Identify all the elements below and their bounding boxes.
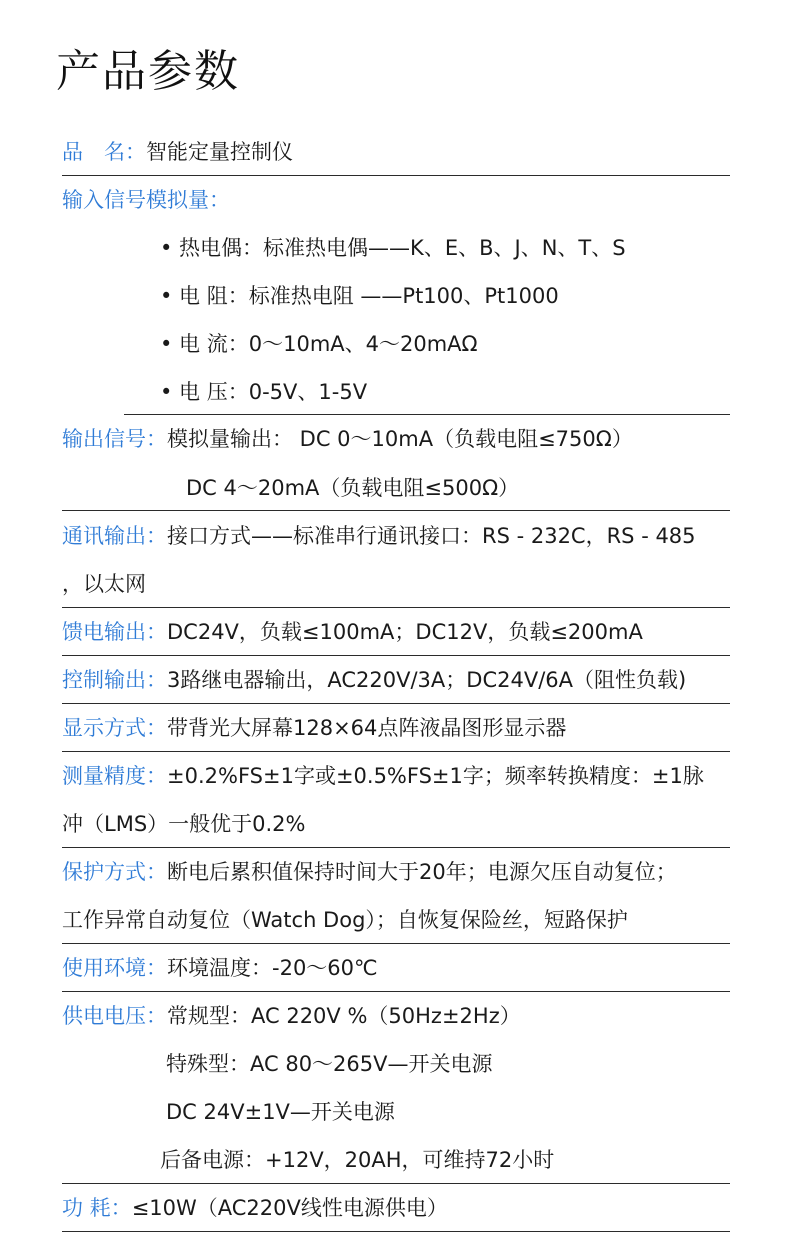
divider: [62, 510, 730, 511]
power-supply-label: 供电电压：: [62, 1004, 167, 1028]
input-thermocouple: • 热电偶：标准热电偶——K、E、B、J、N、T、S: [160, 236, 626, 260]
row-communication: [62, 521, 696, 551]
divider: [62, 607, 730, 608]
row-power-consumption: [62, 1193, 448, 1223]
accuracy-label: 测量精度：: [62, 764, 167, 788]
product-name-label: 品 名：: [62, 140, 146, 164]
protection-line1: 断电后累积值保持时间大于20年；电源欠压自动复位；: [167, 860, 677, 884]
input-current: • 电 流：0～10mA、4～20mAΩ: [160, 332, 478, 356]
communication-label: 通讯输出：: [62, 524, 167, 548]
divider: [62, 175, 730, 176]
row-accuracy: [62, 761, 704, 791]
row-control-output: [62, 665, 686, 695]
power-consumption-value: ≤10W（AC220V线性电源供电）: [131, 1196, 448, 1220]
divider: [62, 991, 730, 992]
communication-line1: 接口方式——标准串行通讯接口：RS - 232C，RS - 485: [167, 524, 696, 548]
power-supply-line1: 常规型：AC 220V %（50Hz±2Hz）: [167, 1004, 521, 1028]
communication-line2: ，以太网: [62, 572, 146, 596]
page-title: 产品参数: [56, 46, 240, 97]
input-rtd: • 电 阻：标准热电阻 ——Pt100、Pt1000: [160, 284, 559, 308]
row-product-name: [62, 137, 293, 167]
divider: [124, 414, 730, 415]
output-signal-line2: DC 4～20mA（负载电阻≤500Ω）: [186, 476, 520, 500]
accuracy-line1: ±0.2%FS±1字或±0.5%FS±1字；频率转换精度：±1脉: [167, 764, 704, 788]
divider: [62, 943, 730, 944]
divider: [62, 1231, 730, 1232]
power-consumption-label: 功 耗：: [62, 1196, 132, 1220]
accuracy-line2: 冲（LMS）一般优于0.2%: [62, 812, 306, 836]
product-name-value: 智能定量控制仪: [146, 140, 293, 164]
divider: [62, 655, 730, 656]
control-output-label: 控制输出：: [62, 668, 167, 692]
control-output-value: 3路继电器输出，AC220V/3A；DC24V/6A（阻性负载): [167, 668, 687, 692]
power-supply-line2: 特殊型：AC 80～265V—开关电源: [166, 1052, 493, 1076]
input-signal-label: 输入信号模拟量：: [62, 188, 230, 212]
display-mode-label: 显示方式：: [62, 716, 167, 740]
row-display-mode: [62, 713, 566, 743]
divider: [62, 751, 730, 752]
row-protection: [62, 857, 677, 887]
power-supply-line4: 后备电源：+12V，20AH，可维持72小时: [160, 1148, 555, 1172]
environment-value: 环境温度：-20～60℃: [167, 956, 378, 980]
feed-output-label: 馈电输出：: [62, 620, 167, 644]
divider: [62, 847, 730, 848]
power-supply-line3: DC 24V±1V—开关电源: [166, 1100, 395, 1124]
input-voltage: • 电 压：0-5V、1-5V: [160, 380, 368, 404]
feed-output-value: DC24V，负载≤100mA；DC12V，负载≤200mA: [167, 620, 643, 644]
row-feed-output: [62, 617, 643, 647]
row-power-supply: [62, 1001, 521, 1031]
divider: [62, 1183, 730, 1184]
output-signal-label: 输出信号：: [62, 427, 167, 451]
environment-label: 使用环境：: [62, 956, 167, 980]
output-signal-line1: 模拟量输出： DC 0～10mA（负载电阻≤750Ω）: [167, 427, 633, 451]
divider: [62, 703, 730, 704]
row-environment: [62, 953, 378, 983]
row-output-signal: [62, 424, 633, 454]
protection-line2: 工作异常自动复位（Watch Dog）；自恢复保险丝，短路保护: [62, 908, 628, 932]
display-mode-value: 带背光大屏幕128×64点阵液晶图形显示器: [167, 716, 567, 740]
protection-label: 保护方式：: [62, 860, 167, 884]
